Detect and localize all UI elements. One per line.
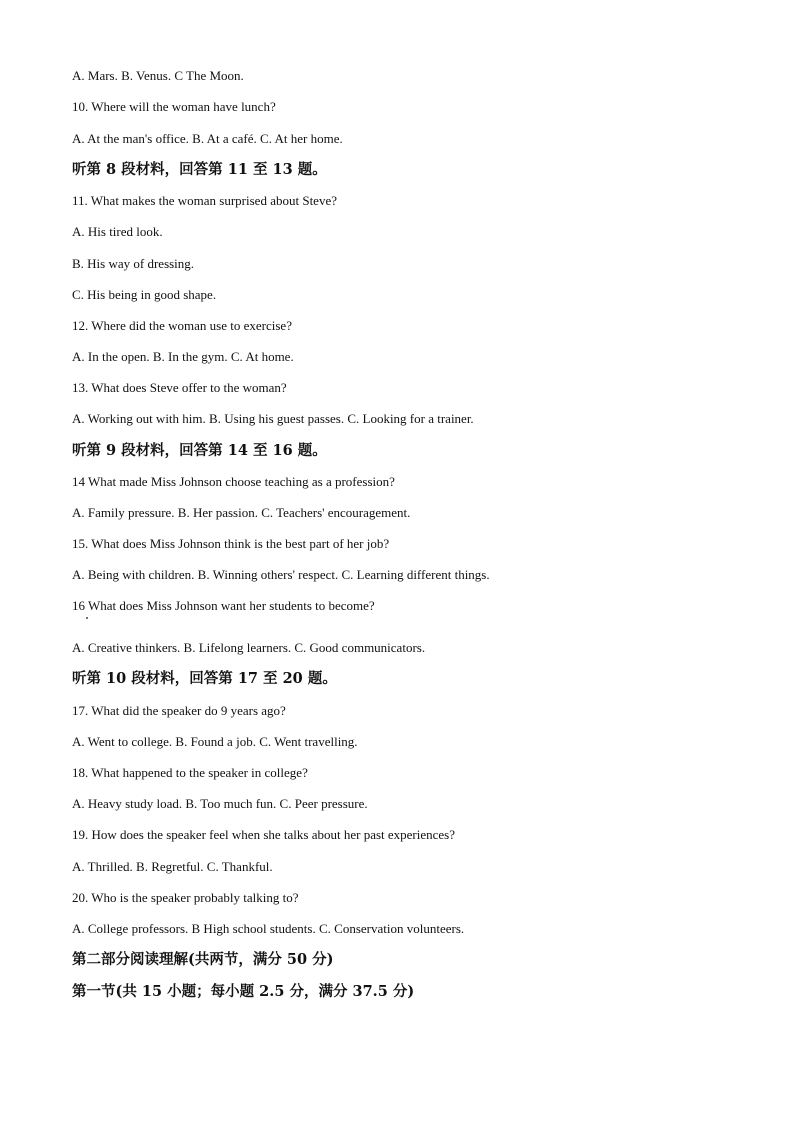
stray-mark [86, 617, 88, 619]
answer-options-q9: A. Mars. B. Venus. C The Moon. [72, 68, 244, 83]
answer-option-11a: A. His tired look. [72, 224, 163, 239]
section-one-heading: 第一节(共 15 小题；每小题 2.5 分，满分 37.5 分) [72, 983, 415, 1000]
question-10: 10. Where will the woman have lunch? [72, 99, 276, 114]
answer-options-q10: A. At the man's office. B. At a café. C. At her home. [72, 131, 343, 146]
answer-option-11c: C. His being in good shape. [72, 287, 217, 302]
question-20: 20. Who is the speaker probably talking to? [72, 890, 299, 905]
answer-options-q18: A. Heavy study load. B. Too much fun. C. Peer pressure. [72, 796, 368, 811]
answer-options-q13: A. Working out with him. B. Using his guest passes. C. Looking for a trainer. [72, 411, 474, 426]
answer-options-q17: A. Went to college. B. Found a job. C. Went travelling. [72, 734, 358, 749]
answer-options-q19: A. Thrilled. B. Regretful. C. Thankful. [72, 859, 273, 874]
section-heading-passage-9: 听第 9 段材料，回答第 14 至 16 题。 [72, 442, 327, 459]
question-14: 14 What made Miss Johnson choose teaching as a profession? [72, 474, 395, 489]
answer-options-q15: A. Being with children. B. Winning others' respect. C. Learning different things. [72, 567, 490, 582]
answer-options-q12: A. In the open. B. In the gym. C. At home. [72, 349, 294, 364]
question-16: 16 What does Miss Johnson want her students to become? [72, 598, 375, 613]
section-heading-passage-10: 听第 10 段材料，回答第 17 至 20 题。 [72, 670, 337, 687]
question-13: 13. What does Steve offer to the woman? [72, 380, 287, 395]
question-11: 11. What makes the woman surprised about Steve? [72, 193, 337, 208]
question-17: 17. What did the speaker do 9 years ago? [72, 703, 286, 718]
question-18: 18. What happened to the speaker in college? [72, 765, 308, 780]
answer-options-q16: A. Creative thinkers. B. Lifelong learners. C. Good communicators. [72, 640, 426, 655]
part-two-heading: 第二部分阅读理解(共两节，满分 50 分) [72, 951, 334, 968]
question-19: 19. How does the speaker feel when she talks about her past experiences? [72, 827, 455, 842]
answer-option-11b: B. His way of dressing. [72, 256, 195, 271]
answer-options-q20: A. College professors. B High school students. C. Conservation volunteers. [72, 921, 465, 936]
question-12: 12. Where did the woman use to exercise? [72, 318, 292, 333]
answer-options-q14: A. Family pressure. B. Her passion. C. Teachers' encouragement. [72, 505, 411, 520]
question-15: 15. What does Miss Johnson think is the best part of her job? [72, 536, 390, 551]
section-heading-passage-8: 听第 8 段材料，回答第 11 至 13 题。 [72, 161, 327, 178]
